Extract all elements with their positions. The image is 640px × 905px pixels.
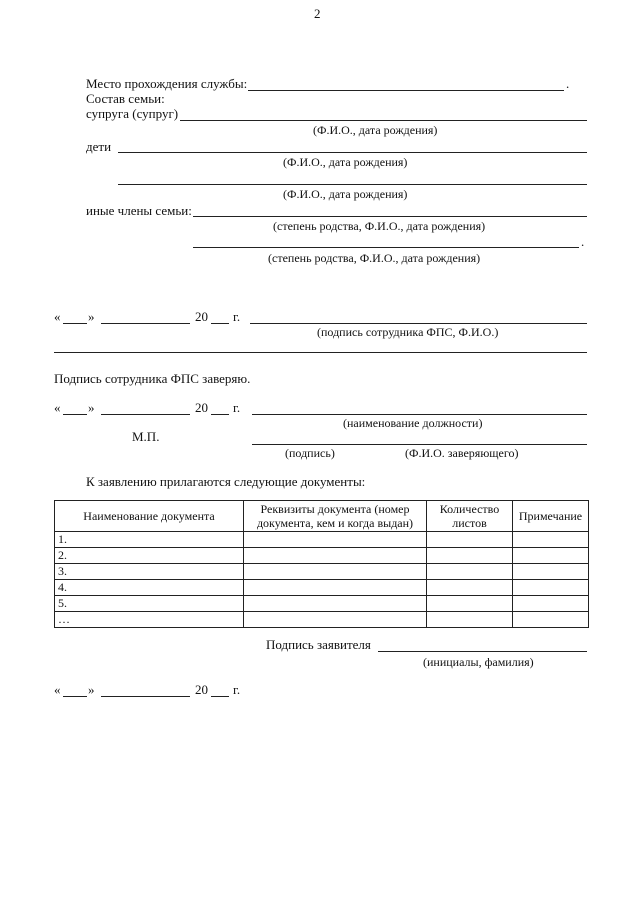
children-field-2[interactable] (118, 184, 587, 185)
table-cell[interactable] (427, 612, 513, 628)
table-cell[interactable] (244, 548, 427, 564)
children-label: дети (86, 139, 112, 154)
children-field-1[interactable] (118, 152, 587, 153)
table-cell[interactable] (244, 532, 427, 548)
row-number: 5. (55, 596, 244, 612)
table-cell[interactable] (513, 596, 589, 612)
children-caption-1: (Ф.И.О., дата рождения) (283, 155, 408, 169)
table-row[interactable] (55, 532, 589, 548)
table-cell[interactable] (513, 548, 589, 564)
final-date-year-suffix: г. (233, 682, 241, 697)
table-cell[interactable] (244, 564, 427, 580)
certifier-signature-field[interactable] (252, 444, 587, 445)
service-place-field[interactable] (248, 90, 564, 91)
table-row[interactable] (55, 580, 589, 596)
table-cell[interactable] (427, 596, 513, 612)
other-members-field-2[interactable] (193, 247, 579, 248)
final-date-day-field[interactable] (63, 696, 87, 697)
final-date-month-field[interactable] (101, 696, 190, 697)
row-number: 2. (55, 548, 244, 564)
other-members-field-1[interactable] (193, 216, 587, 217)
final-date-open-quote: « (54, 682, 61, 697)
service-place-dot: . (566, 76, 570, 91)
row-number: 4. (55, 580, 244, 596)
cert-date-year-field[interactable] (211, 414, 229, 415)
final-date-year-field[interactable] (211, 696, 229, 697)
cert-date-open-quote: « (54, 400, 61, 415)
table-cell[interactable] (513, 580, 589, 596)
table-cell[interactable] (513, 612, 589, 628)
final-date-year-prefix: 20 (195, 682, 208, 697)
position-field[interactable] (252, 414, 587, 415)
table-cell[interactable] (427, 564, 513, 580)
date-close-quote: » (88, 309, 95, 324)
table-row[interactable] (55, 548, 589, 564)
spouse-label: супруга (супруг) (86, 106, 179, 121)
cert-date-year-suffix: г. (233, 400, 241, 415)
table-row[interactable] (55, 612, 589, 628)
other-members-caption-2: (степень родства, Ф.И.О., дата рождения) (268, 251, 481, 265)
attachments-intro: К заявлению прилагаются следующие документы: (86, 474, 366, 489)
certifier-name-caption: (Ф.И.О. заверяющего) (405, 446, 519, 460)
date-month-field[interactable] (101, 323, 190, 324)
documents-table (54, 500, 589, 628)
header-document-details: Реквизиты документа (номер документа, кем и когда выдан) (244, 501, 427, 532)
final-date-close-quote: » (88, 682, 95, 697)
other-members-dot: . (581, 234, 585, 249)
cert-date-month-field[interactable] (101, 414, 190, 415)
table-header-row (55, 501, 589, 532)
cert-date-close-quote: » (88, 400, 95, 415)
applicant-signature-label: Подпись заявителя (266, 637, 371, 652)
other-members-label: иные члены семьи: (86, 203, 192, 218)
spouse-caption: (Ф.И.О., дата рождения) (313, 123, 438, 137)
service-place-label: Место прохождения службы: (86, 76, 248, 91)
table-row[interactable] (55, 596, 589, 612)
stamp-label: М.П. (132, 429, 160, 444)
date-year-suffix: г. (233, 309, 241, 324)
employee-signature-caption: (подпись сотрудника ФПС, Ф.И.О.) (317, 325, 499, 339)
date-open-quote: « (54, 309, 61, 324)
table-row[interactable] (55, 564, 589, 580)
row-number: 1. (55, 532, 244, 548)
page-number: 2 (314, 6, 321, 21)
date-year-prefix: 20 (195, 309, 208, 324)
spouse-field[interactable] (180, 120, 587, 121)
employee-signature-field[interactable] (250, 323, 587, 324)
table-cell[interactable] (427, 580, 513, 596)
other-members-caption-1: (степень родства, Ф.И.О., дата рождения) (273, 219, 486, 233)
applicant-caption: (инициалы, фамилия) (423, 655, 534, 669)
table-cell[interactable] (513, 564, 589, 580)
date-year-field[interactable] (211, 323, 229, 324)
children-caption-2: (Ф.И.О., дата рождения) (283, 187, 408, 201)
cert-date-year-prefix: 20 (195, 400, 208, 415)
certifier-signature-caption: (подпись) (285, 446, 335, 460)
applicant-signature-field[interactable] (378, 651, 587, 652)
table-cell[interactable] (513, 532, 589, 548)
date-day-field[interactable] (63, 323, 87, 324)
family-title: Состав семьи: (86, 91, 165, 106)
full-width-line[interactable] (54, 352, 587, 353)
row-number: 3. (55, 564, 244, 580)
position-caption: (наименование должности) (343, 416, 483, 430)
table-cell[interactable] (244, 580, 427, 596)
table-cell[interactable] (244, 596, 427, 612)
table-cell[interactable] (427, 548, 513, 564)
row-number: … (55, 612, 244, 628)
table-cell[interactable] (427, 532, 513, 548)
table-cell[interactable] (244, 612, 427, 628)
certification-text: Подпись сотрудника ФПС заверяю. (54, 371, 251, 386)
header-document-name: Наименование документа (55, 501, 244, 532)
header-note: Примечание (513, 501, 589, 532)
header-sheet-count: Количество листов (427, 501, 513, 532)
cert-date-day-field[interactable] (63, 414, 87, 415)
